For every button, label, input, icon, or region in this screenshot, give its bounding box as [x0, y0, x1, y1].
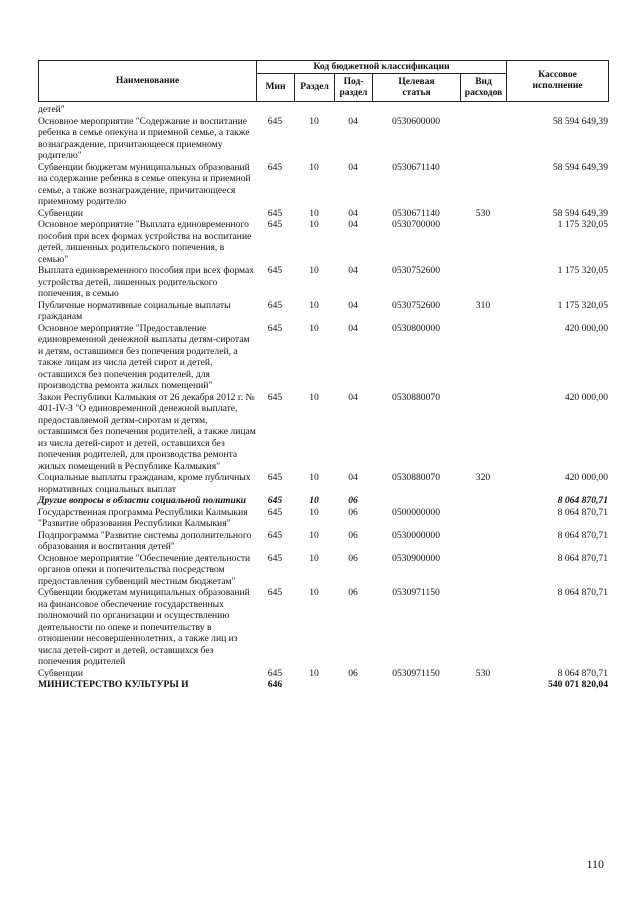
- row-podrazdel: [334, 679, 372, 691]
- header-podrazdel: [335, 74, 373, 102]
- row-name: Основное мероприятие "Предоставление единовременной денежной выплаты детям-сиротам и детям, оставшимся без попечения родителей, а также лицам из числа детей сирот и детей, оставшихся без попечения родителей, для производства ремонта жилых помещений": [38, 322, 250, 391]
- row-target: 0500000000: [392, 506, 440, 518]
- row-podrazdel: [334, 104, 372, 116]
- page-number: 110: [586, 857, 604, 871]
- row-vid: [460, 219, 506, 265]
- header-target: [373, 74, 461, 102]
- row-target: [372, 104, 460, 116]
- table-row: [38, 323, 608, 392]
- row-min: 645: [267, 115, 283, 127]
- row-razdel: 10: [309, 299, 319, 311]
- header-execution-line2: исполнение: [532, 81, 583, 91]
- row-podrazdel: 04: [348, 207, 358, 219]
- row-name: МИНИСТЕРСТВО КУЛЬТУРЫ И: [38, 679, 189, 690]
- row-min: 646: [267, 679, 283, 690]
- row-vid: [460, 116, 506, 162]
- row-razdel: 10: [309, 495, 319, 506]
- row-min: 645: [267, 495, 283, 506]
- row-target: 0530671140: [392, 161, 440, 173]
- row-min: [256, 104, 294, 116]
- row-target: [372, 495, 460, 507]
- row-vid: [460, 679, 506, 691]
- header-code-group: Код бюджетной классификации: [257, 61, 507, 74]
- row-podrazdel: 04: [348, 472, 358, 483]
- row-amount: 8 064 870,71: [557, 506, 608, 518]
- row-name: Другие вопросы в области социальной политики: [38, 495, 247, 506]
- row-name: детей": [38, 104, 65, 115]
- row-podrazdel: 06: [348, 552, 358, 564]
- row-target: 0530752600: [392, 265, 440, 276]
- row-min: 645: [267, 219, 283, 230]
- row-podrazdel: 04: [348, 115, 358, 127]
- table-row: [38, 507, 608, 530]
- row-amount: 1 175 320,05: [557, 299, 608, 311]
- row-min: 645: [267, 391, 283, 403]
- row-vid: [460, 553, 506, 588]
- row-razdel: 10: [309, 265, 319, 276]
- table-header: [38, 60, 609, 102]
- row-target: 0530880070: [392, 472, 440, 483]
- budget-table: [38, 104, 608, 691]
- row-razdel: [294, 104, 334, 116]
- row-target: 0530800000: [392, 322, 440, 334]
- row-amount: 58 594 649,39: [552, 161, 608, 173]
- row-amount: 420 000,00: [564, 472, 608, 483]
- row-name: Основное мероприятие "Содержание и воспитание ребенка в семье опекуна и приемной семье, а также вознаграждение, причитающееся приемному родителю": [38, 115, 250, 161]
- row-vid: [460, 530, 506, 553]
- row-name: Государственная программа Республики Калмыкия "Развитие образования Республики Калмыкия": [38, 506, 248, 529]
- row-razdel: 10: [309, 219, 319, 230]
- row-amount: [506, 104, 608, 116]
- row-vid: [460, 392, 506, 473]
- row-min: 645: [267, 161, 283, 173]
- table-row: [38, 208, 608, 220]
- table-row: [38, 530, 608, 553]
- row-razdel: 10: [309, 552, 319, 564]
- row-podrazdel: 06: [348, 587, 358, 598]
- row-amount: 8 064 870,71: [557, 495, 608, 506]
- row-name: Закон Республики Калмыкия от 26 декабря 2012 г. № 401-IV-З "О единовременной денежной выплате, предоставляемой детям-сиротам и детям, оставшимся без попечения родителей, а также лицам из числа детей-сирот и детей, оставшихся без попечения родителей, для производства ремонта жилых помещений в Республике Калмыкия": [38, 391, 256, 472]
- row-name: Субвенции: [38, 667, 83, 679]
- header-vid-line2: расходов: [464, 87, 503, 98]
- row-vid: 310: [475, 299, 491, 311]
- row-min: 645: [267, 667, 283, 679]
- row-podrazdel: 04: [348, 299, 358, 311]
- row-amount: 1 175 320,05: [557, 265, 608, 276]
- row-min: 645: [267, 207, 283, 219]
- row-vid: 320: [475, 472, 491, 483]
- row-podrazdel: 04: [348, 322, 358, 334]
- row-podrazdel: 04: [348, 265, 358, 276]
- row-amount: 8 064 870,71: [557, 552, 608, 564]
- row-amount: 8 064 870,71: [557, 667, 608, 679]
- row-target: 0530000000: [392, 529, 440, 541]
- header-podrazdel-line1: Под-: [343, 76, 364, 87]
- table-row: [38, 472, 608, 495]
- table-row: [38, 265, 608, 300]
- row-vid: [460, 265, 506, 300]
- table-row: [38, 219, 608, 265]
- row-name: Субвенции бюджетам муниципальных образований на содержание ребенка в семье опекуна и приемной семье, а также вознаграждение, причитающееся приемному родителю: [38, 161, 251, 207]
- row-name: Субвенции: [38, 207, 83, 219]
- header-podrazdel-line2: раздел: [339, 87, 368, 98]
- row-min: 645: [267, 506, 283, 518]
- row-razdel: 10: [309, 506, 319, 518]
- row-target: 0530600000: [392, 115, 440, 127]
- row-razdel: 10: [309, 529, 319, 541]
- row-target: 0530971150: [392, 587, 440, 598]
- row-min: 645: [267, 322, 283, 334]
- header-execution: [507, 61, 609, 102]
- header-vid: [461, 74, 507, 102]
- row-razdel: 10: [309, 667, 319, 679]
- row-vid: [460, 323, 506, 392]
- row-name: Субвенции бюджетам муниципальных образований на финансовое обеспечение государственных полномочий по организации и осуществлению деятельности по опеке и попечительству в отношении несовершеннолетних, а также лиц из числа детей-сирот и детей, оставшихся без попечения родителей: [38, 587, 250, 667]
- row-amount: 1 175 320,05: [557, 219, 608, 230]
- row-min: 645: [267, 299, 283, 311]
- row-target: 0530971150: [392, 667, 440, 679]
- row-amount: 420 000,00: [564, 322, 608, 334]
- row-min: 645: [267, 265, 283, 276]
- row-amount: 58 594 649,39: [552, 207, 608, 219]
- row-razdel: 10: [309, 587, 319, 598]
- row-target: 0530752600: [392, 299, 440, 311]
- row-min: 645: [267, 472, 283, 483]
- row-target: 0530671140: [392, 207, 440, 219]
- row-target: 0530900000: [392, 552, 440, 564]
- row-vid: 530: [475, 667, 491, 679]
- row-amount: 540 071 820,04: [548, 679, 608, 690]
- row-vid: [460, 162, 506, 208]
- row-amount: 8 064 870,71: [557, 587, 608, 598]
- header-min: Мин: [257, 74, 295, 102]
- row-min: 645: [267, 529, 283, 541]
- row-target: [372, 679, 460, 691]
- header-target-line2: статья: [402, 87, 431, 98]
- row-razdel: 10: [309, 322, 319, 334]
- row-podrazdel: 04: [348, 161, 358, 173]
- table-row: [38, 392, 608, 473]
- table-row: [38, 162, 608, 208]
- budget-table-body: [38, 104, 608, 691]
- table-row: [38, 116, 608, 162]
- header-vid-line1: Вид: [475, 76, 492, 87]
- table-row: [38, 587, 608, 668]
- row-amount: 58 594 649,39: [552, 115, 608, 127]
- row-podrazdel: 04: [348, 219, 358, 230]
- row-vid: [460, 587, 506, 668]
- header-execution-line1: Кассовое: [538, 70, 577, 80]
- row-min: 645: [267, 552, 283, 564]
- row-razdel: 10: [309, 472, 319, 483]
- row-razdel: 10: [309, 207, 319, 219]
- table-row: [38, 679, 608, 691]
- row-razdel: [294, 679, 334, 691]
- header-razdel: Раздел: [295, 74, 335, 102]
- table-row: [38, 495, 608, 507]
- table-row: [38, 300, 608, 323]
- row-podrazdel: 06: [348, 667, 358, 679]
- row-vid: 530: [475, 207, 491, 219]
- row-name: Выплата единовременного пособия при всех формах устройства детей, лишенных родительского попечения, в семью: [38, 265, 255, 299]
- table-row: [38, 104, 608, 116]
- row-name: Публичные нормативные социальные выплаты гражданам: [38, 299, 231, 322]
- row-podrazdel: 06: [348, 506, 358, 518]
- row-vid: [460, 104, 506, 116]
- row-razdel: 10: [309, 161, 319, 173]
- row-razdel: 10: [309, 115, 319, 127]
- row-podrazdel: 06: [348, 495, 358, 506]
- table-row: [38, 553, 608, 588]
- row-name: Основное мероприятие "Обеспечение деятельности органов опеки и попечительства посредством предоставления субвенций местным бюджетам": [38, 552, 251, 587]
- header-name: Наименование: [39, 61, 257, 102]
- row-vid: [460, 507, 506, 530]
- row-vid: [460, 495, 506, 507]
- row-amount: 420 000,00: [564, 391, 608, 403]
- row-name: Социальные выплаты гражданам, кроме публичных нормативных социальных выплат: [38, 472, 251, 495]
- table-row: [38, 668, 608, 680]
- row-name: Основное мероприятие "Выплата единовременного пособия при всех формах устройства на воспитание детей, лишенных родительского попечения, в семью": [38, 219, 252, 265]
- row-target: 0530880070: [392, 391, 440, 403]
- row-podrazdel: 06: [348, 529, 358, 541]
- header-target-line1: Целевая: [398, 76, 435, 87]
- row-name: Подпрограмма "Развитие системы дополнительного образования и воспитания детей": [38, 529, 252, 552]
- row-podrazdel: 04: [348, 391, 358, 403]
- row-min: 645: [267, 587, 283, 598]
- row-target: 0530700000: [392, 219, 440, 230]
- row-razdel: 10: [309, 391, 319, 403]
- row-amount: 8 064 870,71: [557, 529, 608, 541]
